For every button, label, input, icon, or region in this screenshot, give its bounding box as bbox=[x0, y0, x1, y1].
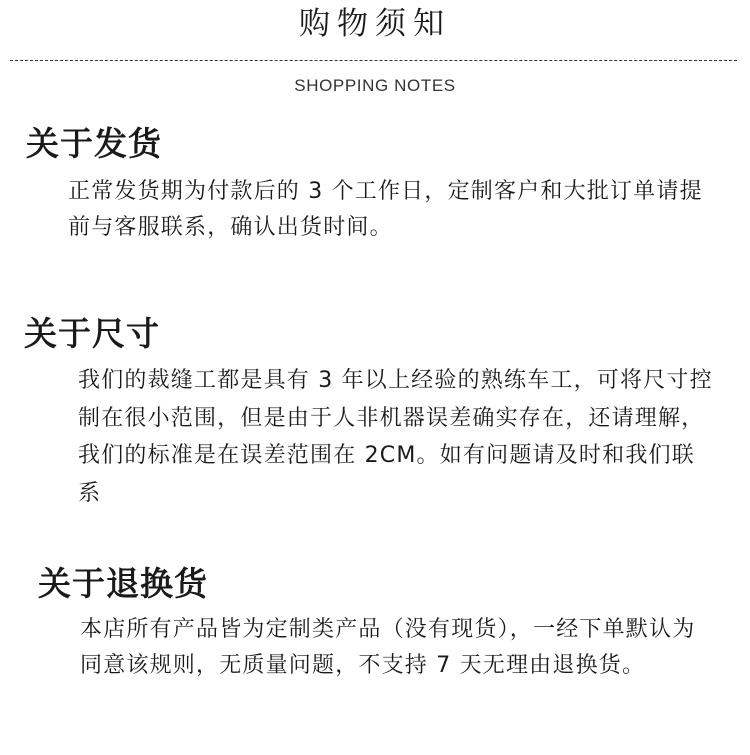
section-heading: 关于发货 bbox=[26, 124, 162, 163]
page-subtitle: SHOPPING NOTES bbox=[294, 76, 456, 95]
section-heading: 关于尺寸 bbox=[24, 314, 160, 353]
section-body: 正常发货期为付款后的 3 个工作日，定制客户和大批订单请提前与客服联系，确认出货时间。 bbox=[68, 179, 703, 240]
section-heading: 关于退换货 bbox=[38, 564, 208, 603]
title-divider bbox=[10, 60, 737, 61]
section-body: 我们的裁缝工都是具有 3 年以上经验的熟练车工，可将尺寸控制在很小范围，但是由于人非机器误差确实存在，还请理解，我们的标准是在误差范围在 2CM。如有问题请及时和我们联系 bbox=[78, 368, 713, 506]
section-body: 本店所有产品皆为定制类产品（没有现货），一经下单默认为同意该规则，无质量问题，不支持 7 天无理由退换货。 bbox=[80, 617, 696, 678]
page-title: 购物须知 bbox=[299, 6, 451, 42]
